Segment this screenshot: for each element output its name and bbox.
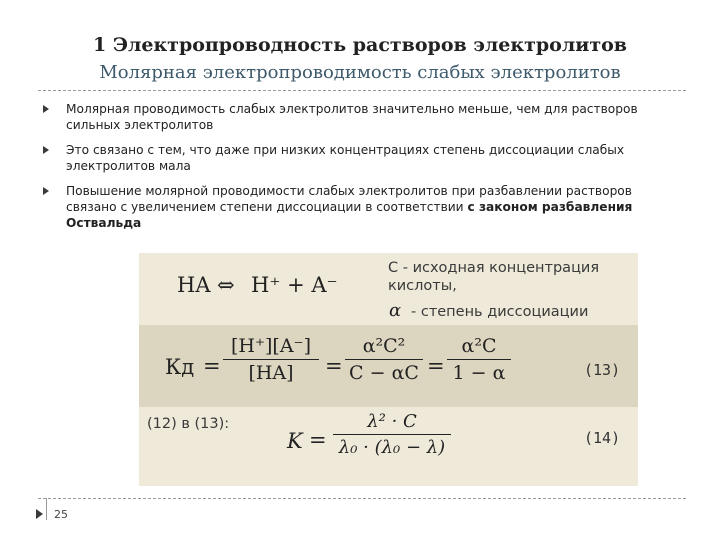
substitution-label: (12) в (13): [147, 416, 230, 432]
bullet-arrow-icon [43, 146, 49, 154]
bullet-arrow-icon [43, 105, 49, 113]
bullet-arrow-icon [43, 187, 49, 195]
fraction-denominator: 1 − α [452, 362, 506, 384]
fraction-numerator: [H⁺][A⁻] [223, 335, 319, 360]
title-divider [38, 90, 686, 91]
equals-sign: = [427, 354, 445, 378]
equals-sign: = [203, 354, 221, 378]
equals-sign: = [325, 354, 343, 378]
legend-concentration: C - исходная концентрация кислоты, [388, 260, 600, 294]
bullet-item [40, 142, 680, 174]
fraction-denominator: C − αC [349, 362, 419, 384]
bullet-item [40, 101, 680, 133]
legend-alpha: - степень диссоциации [411, 304, 589, 320]
fraction-ostwald [333, 411, 451, 458]
page-arrow-icon [36, 509, 43, 519]
fraction-numerator: λ² · C [333, 411, 451, 435]
equation-number-13: (13) [584, 361, 621, 379]
equilibrium-arrow: ⇔ [217, 273, 235, 297]
bullet-text: Повышение молярной проводимости слабых электролитов при разбавлении растворов связано с увеличением степени диссоциации в соответствии [66, 184, 632, 214]
equals-sign: = [309, 428, 327, 452]
footer-divider [38, 498, 686, 499]
page-number: 25 [54, 508, 68, 521]
fraction-concentrations [223, 335, 319, 384]
reaction-left: HA [177, 273, 211, 297]
footer-vertical-line [46, 498, 47, 520]
fraction-alpha-c [345, 335, 423, 384]
bullet-list [40, 101, 680, 240]
fraction-denominator: [HA] [248, 362, 294, 384]
bullet-text: Молярная проводимость слабых электролитов значительно меньше, чем для растворов сильных электролитов [66, 102, 638, 132]
fraction-numerator: α²C² [345, 335, 423, 360]
bullet-text: Это связано с тем, что даже при низких концентрациях степень диссоциации слабых электролитов мала [66, 143, 625, 173]
fraction-denominator: λ₀ · (λ₀ − λ) [338, 437, 446, 458]
kd-label: Кд [165, 355, 195, 379]
k-label: K [287, 429, 303, 453]
fraction-numerator: α²C [447, 335, 511, 360]
slide-title: 1 Электропроводность растворов электролитов [93, 34, 627, 56]
slide-subtitle: Молярная электропроводимость слабых электролитов [99, 62, 621, 83]
legend-alpha-symbol: α [389, 300, 402, 321]
bullet-bold-text: с законом разбавления Оствальда [66, 200, 633, 230]
fraction-simplified [447, 335, 511, 384]
reaction-right: H⁺ + A⁻ [251, 273, 338, 297]
equation-number-14: (14) [584, 429, 621, 447]
bullet-item [40, 183, 680, 231]
formula-image [139, 253, 638, 486]
